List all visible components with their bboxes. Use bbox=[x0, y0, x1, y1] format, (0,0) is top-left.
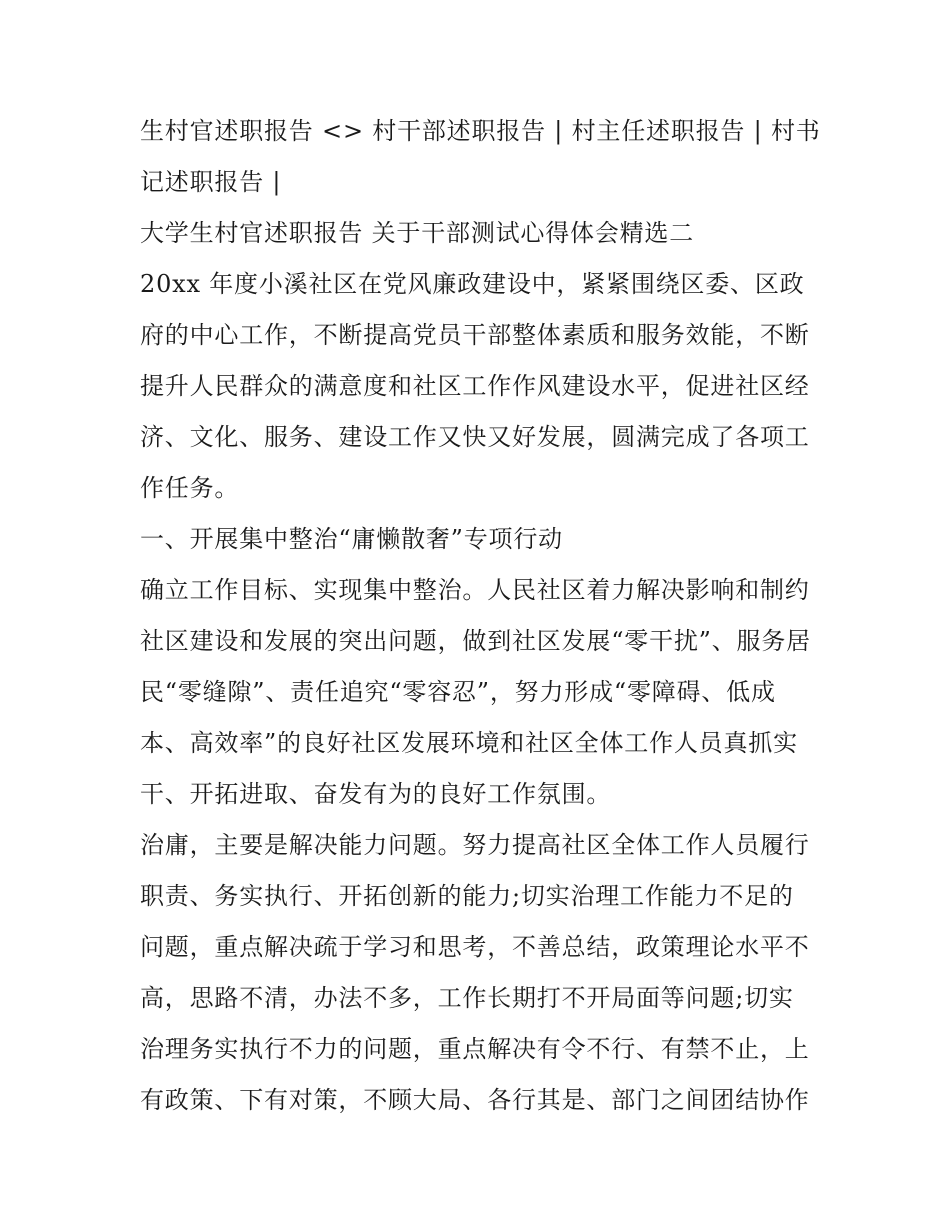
text-line: 本、高效率”的良好社区发展环境和社区全体工作人员真抓实 bbox=[140, 729, 798, 757]
text-line: 职责、务实执行、开拓创新的能力;切实治理工作能力不足的 bbox=[140, 882, 794, 910]
text-line: 治庸，主要是解决能力问题。努力提高社区全体工作人员履行 bbox=[140, 831, 810, 859]
text-line: 作任务。 bbox=[140, 474, 240, 502]
text-line: 济、文化、服务、建设工作又快又好发展，圆满完成了各项工 bbox=[140, 423, 810, 451]
text-line: 干、开拓进取、奋发有为的良好工作氛围。 bbox=[140, 780, 612, 808]
text-line: 问题，重点解决疏于学习和思考，不善总结，政策理论水平不 bbox=[140, 933, 810, 961]
text-line: 有政策、下有对策，不顾大局、各行其是、部门之间团结协作 bbox=[140, 1086, 810, 1114]
text-line: 府的中心工作，不断提高党员干部整体素质和服务效能，不断 bbox=[140, 321, 810, 349]
text-line: 确立工作目标、实现集中整治。人民社区着力解决影响和制约 bbox=[140, 576, 810, 604]
text-line: 高，思路不清，办法不多，工作长期打不开局面等问题;切实 bbox=[140, 984, 794, 1012]
text-line: 治理务实执行不力的问题，重点解决有令不行、有禁不止，上 bbox=[140, 1035, 810, 1063]
text-line: 提升人民群众的满意度和社区工作作风建设水平，促进社区经 bbox=[140, 372, 810, 400]
text-line: 社区建设和发展的突出问题，做到社区发展“零干扰”、服务居 bbox=[140, 627, 811, 655]
heading-line: 大学生村官述职报告 关于干部测试心得体会精选二 bbox=[140, 219, 695, 247]
section-heading: 一、开展集中整治“庸懒散奢”专项行动 bbox=[140, 525, 563, 553]
text-line: 生村官述职报告 <> 村干部述职报告 | 村主任述职报告 | 村书 bbox=[140, 117, 821, 145]
text-line: 记述职报告 | bbox=[140, 168, 282, 196]
text-line: 民“零缝隙”、责任追究“零容忍”，努力形成“零障碍、低成 bbox=[140, 678, 776, 706]
text-line: 20xx 年度小溪社区在党风廉政建设中，紧紧围绕区委、区政 bbox=[140, 270, 805, 298]
